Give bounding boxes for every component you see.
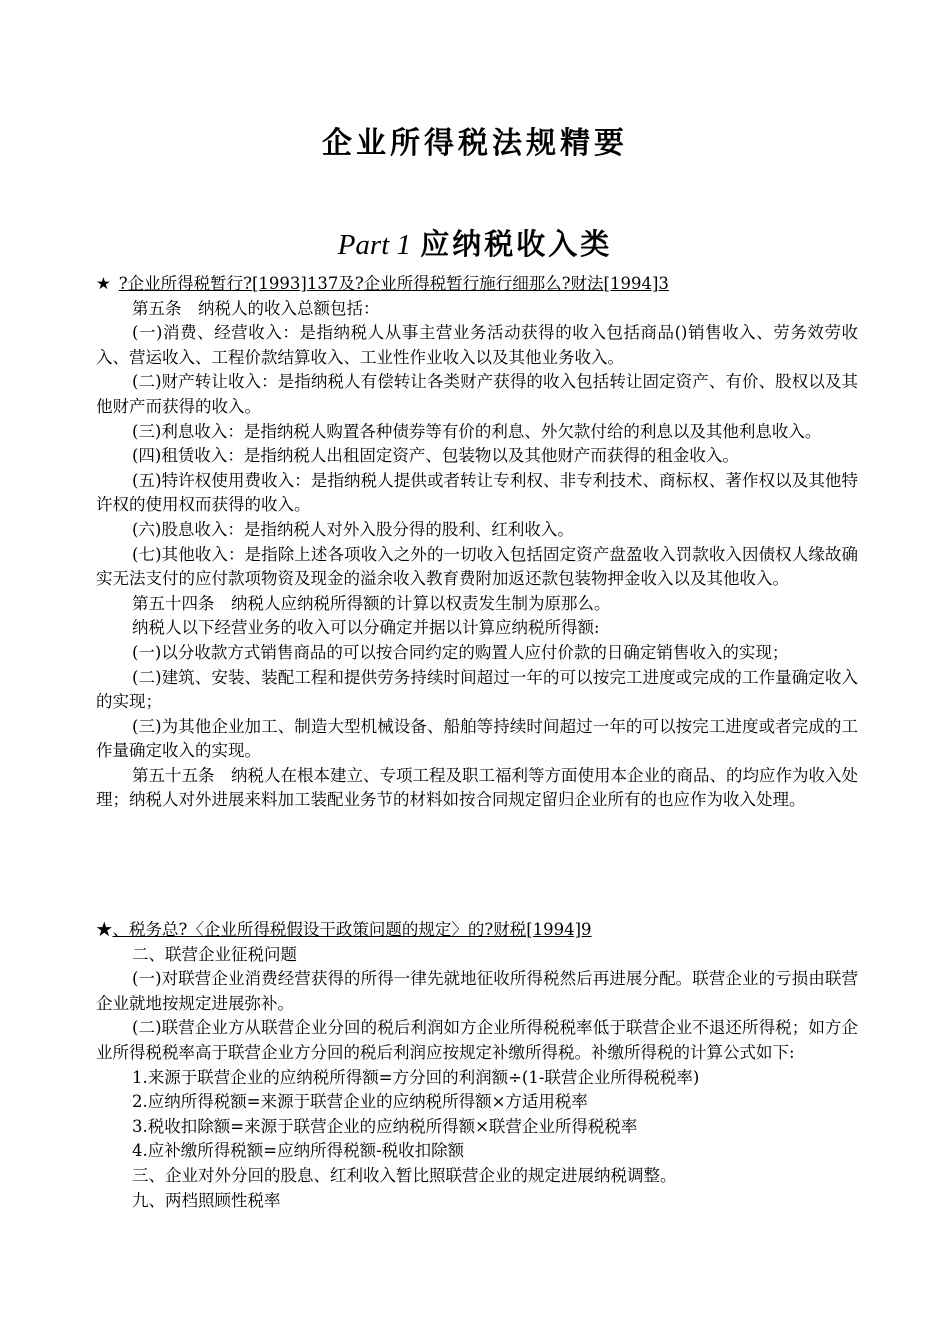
part-heading [0, 224, 950, 265]
subsection-heading: 九、两档照顾性税率 [132, 1190, 281, 1210]
paragraph: (七)其他收入：是指除上述各项收入之外的一切收入包括固定资产盘盈收入罚款收入因债权人缘故确实无法支付的应付款项物资及现金的溢余收入教育费附加返还款包装物押金收入以及其他收入。 [96, 544, 858, 589]
star-icon: ★ [96, 274, 111, 293]
subsection-heading: 三、企业对外分回的股息、红利收入暂比照联营企业的规定进展纳税调整。 [132, 1165, 677, 1185]
paragraph: (三)利息收入：是指纳税人购置各种债券等有价的利息、外欠款付给的利息以及其他利息收入。 [132, 421, 822, 441]
paragraph: (四)租赁收入：是指纳税人出租固定资产、包装物以及其他财产而获得的租金收入。 [132, 446, 739, 466]
paragraph: (一)消费、经营收入：是指纳税人从事主营业务活动获得的收入包括商品()销售收入、劳务效劳收入、营运收入、工程价款结算收入、工业性作业收入以及其他业务收入。 [96, 323, 858, 367]
paragraph: (一)以分收款方式销售商品的可以按合同约定的购置人应付价款的日确定销售收入的实现； [132, 642, 789, 662]
formula-line: 1.来源于联营企业的应纳税所得额=方分回的利润额÷(1-联营企业所得税税率) [132, 1067, 700, 1087]
formula-line: 2.应纳所得税额=来源于联营企业的应纳税所得额×方适用税率 [132, 1092, 588, 1112]
paragraph: (二)建筑、安装、装配工程和提供劳务持续时间超过一年的可以按完工进度或完成的工作量确定收入的实现； [96, 667, 858, 712]
regulation-reference: ?企业所得税暂行?[1993]137及?企业所得税暂行施行细那么?财法[1994]3 [118, 274, 669, 293]
section-2 [96, 918, 858, 1213]
star-icon: ★ [96, 920, 113, 939]
subsection-heading: 二、联营企业征税问题 [132, 944, 297, 964]
article-heading: 第五十四条 纳税人应纳税所得额的计算以权责发生制为原那么。 [132, 593, 611, 613]
article-heading: 第五条 纳税人的收入总额包括： [132, 298, 380, 318]
part-label: Part 1 [337, 229, 412, 261]
article-heading: 第五十五条 纳税人在根本建立、专项工程及职工福利等方面使用本企业的商品、的均应作为收入处理；纳税人对外进展来料加工装配业务节的材料如按合同规定留归企业所有的也应作为收入处理。 [96, 765, 858, 810]
paragraph: (二)财产转让收入：是指纳税人有偿转让各类财产获得的收入包括转让固定资产、有价、股权以及其他财产而获得的收入。 [96, 372, 858, 416]
paragraph: (二)联营企业方从联营企业分回的税后利润如方企业所得税税率低于联营企业不退还所得税；如方企业所得税税率高于联营企业方分回的税后利润应按规定补缴所得税。补缴所得税的计算公式如下: [96, 1018, 858, 1062]
regulation-reference: 、税务总?〈企业所得税假设干政策问题的规定〉的?财税[1994]9 [112, 920, 592, 939]
paragraph: (一)对联营企业消费经营获得的所得一律先就地征收所得税然后再进展分配。联营企业的亏损由联营企业就地按规定进展弥补。 [96, 969, 858, 1013]
section-1 [96, 272, 858, 813]
part-name: 应纳税收入类 [420, 227, 613, 261]
paragraph: (三)为其他企业加工、制造大型机械设备、船舶等持续时间超过一年的可以按完工进度或者完成的工作量确定收入的实现。 [96, 716, 858, 761]
formula-line: 3.税收扣除额=来源于联营企业的应纳税所得额×联营企业所得税税率 [132, 1116, 638, 1136]
formula-line: 4.应补缴所得税额=应纳所得税额-税收扣除额 [132, 1141, 465, 1161]
paragraph: (六)股息收入：是指纳税人对外入股分得的股利、红利收入。 [132, 519, 574, 539]
document-title: 企业所得税法规精要 [322, 126, 628, 161]
section-1-reference [96, 272, 858, 297]
paragraph: 纳税人以下经营业务的收入可以分确定并据以计算应纳税所得额: [132, 618, 600, 638]
section-2-reference [96, 918, 858, 943]
paragraph: (五)特许权使用费收入：是指纳税人提供或者转让专利权、非专利技术、商标权、著作权以及其他特许权的使用权而获得的收入。 [96, 470, 858, 515]
